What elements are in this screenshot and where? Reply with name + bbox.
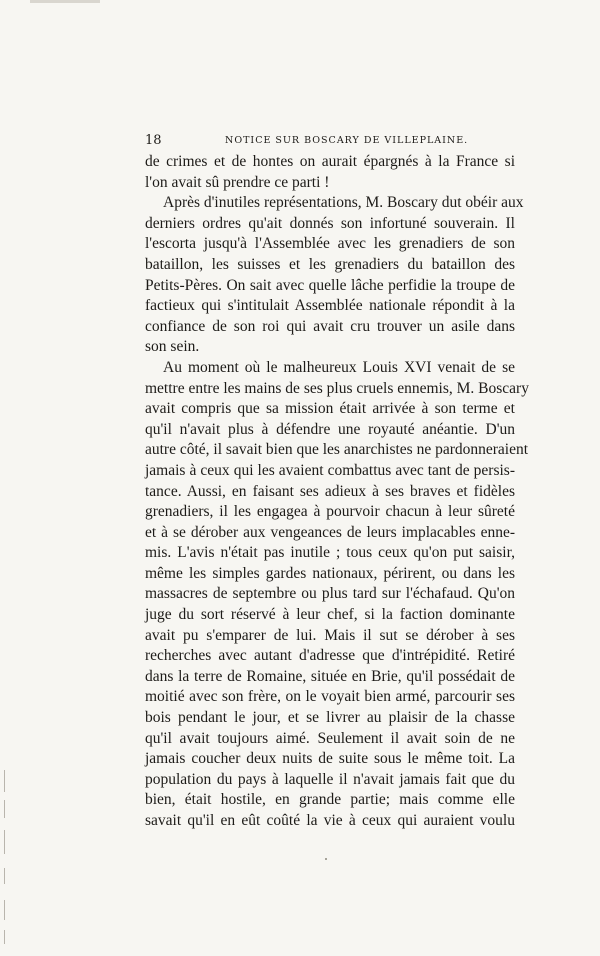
margin-mark: [4, 830, 5, 854]
text-line: avait pu s'emparer de lui. Mais il sut se dérober à ses: [145, 626, 515, 644]
text-line: jamais à ceux qui les avaient combattus avec tant de persis-: [145, 461, 515, 479]
text-line: bataillon, les suisses et les grenadiers du bataillon des: [145, 255, 515, 273]
text-line: jamais coucher deux nuits de suite sous le même toit. La: [145, 750, 515, 768]
text-line: qu'il n'avait plus à défendre une royauté anéantie. D'un: [145, 420, 515, 438]
text-line: tance. Aussi, en faisant ses adieux à ses braves et fidèles: [145, 482, 515, 500]
text-line: moitié avec son frère, on le voyait bien armé, parcourir ses: [145, 688, 515, 706]
text-line: Petits-Pères. On sait avec quelle lâche perfidie la troupe de: [145, 276, 515, 294]
margin-mark: [4, 770, 5, 792]
text-line: savait qu'il en eût coûté la vie à ceux qui auraient voulu: [145, 812, 515, 829]
scan-speck: [325, 858, 327, 860]
text-line: l'on avait sû prendre ce parti !: [145, 173, 330, 191]
margin-mark: [4, 800, 5, 818]
text-line: confiance de son roi qui avait cru trouver un asile dans: [145, 317, 515, 335]
text-line: bois pendant le jour, et se livrer au plaisir de la chasse: [145, 709, 515, 727]
text-line: autre côté, il savait bien que les anarchistes ne pardonneraient: [145, 441, 529, 459]
text-line: grenadiers, il les engagea à pourvoir chacun à leur sûreté: [145, 503, 515, 521]
text-line: factieux qui s'intitulait Assemblée nationale répondit à la: [145, 297, 515, 315]
text-line: recherches avec autant d'adresse que d'intrépidité. Retiré: [145, 647, 515, 665]
text-line: avait compris que sa mission était arrivée à son terme et: [145, 400, 515, 418]
scan-smudge: [30, 0, 100, 3]
text-line: massacres de septembre ou plus tard sur l'échafaud. Qu'on: [145, 585, 515, 603]
page-number: 18: [145, 133, 162, 148]
text-line: l'escorta jusqu'à l'Assemblée avec les grenadiers de son: [145, 235, 515, 253]
text-line: bien, était hostile, en grande partie; mais comme elle: [145, 791, 515, 809]
text-line: même les simples gardes nationaux, périrent, ou dans les: [145, 564, 515, 582]
text-line: qu'il avait toujours aimé. Seulement il avait soin de ne: [145, 729, 515, 747]
text-line: et à se dérober aux vengeances de leurs implacables enne-: [145, 523, 515, 541]
page-header: [145, 133, 515, 149]
margin-mark: [4, 868, 5, 884]
body-text: [145, 152, 529, 832]
text-line: Après d'inutiles représentations, M. Boscary dut obéir aux: [163, 194, 524, 212]
text-line: juge du sort réservé à leur chef, si la faction dominante: [145, 606, 515, 624]
text-line: mettre entre les mains de ses plus cruels ennemis, M. Boscary: [145, 379, 529, 397]
text-line: dans la terre de Romaine, située en Brie, qu'il possédait de: [145, 667, 515, 685]
text-line: population du pays à laquelle il n'avait jamais fait que du: [145, 770, 515, 788]
text-line: son sein.: [145, 338, 200, 356]
margin-mark: [4, 930, 5, 944]
running-title: NOTICE SUR BOSCARY DE VILLEPLAINE.: [225, 135, 469, 146]
text-line: mis. L'avis n'était pas inutile ; tous ceux qu'on put saisir,: [145, 544, 515, 562]
scan-margin-marks: [4, 0, 8, 956]
text-line: derniers ordres qu'ait donnés son infortuné souverain. Il: [145, 214, 515, 232]
margin-mark: [4, 900, 5, 920]
text-line: Au moment où le malheureux Louis XVI venait de se: [163, 358, 515, 376]
text-line: de crimes et de hontes on aurait épargnés à la France si: [145, 153, 515, 170]
